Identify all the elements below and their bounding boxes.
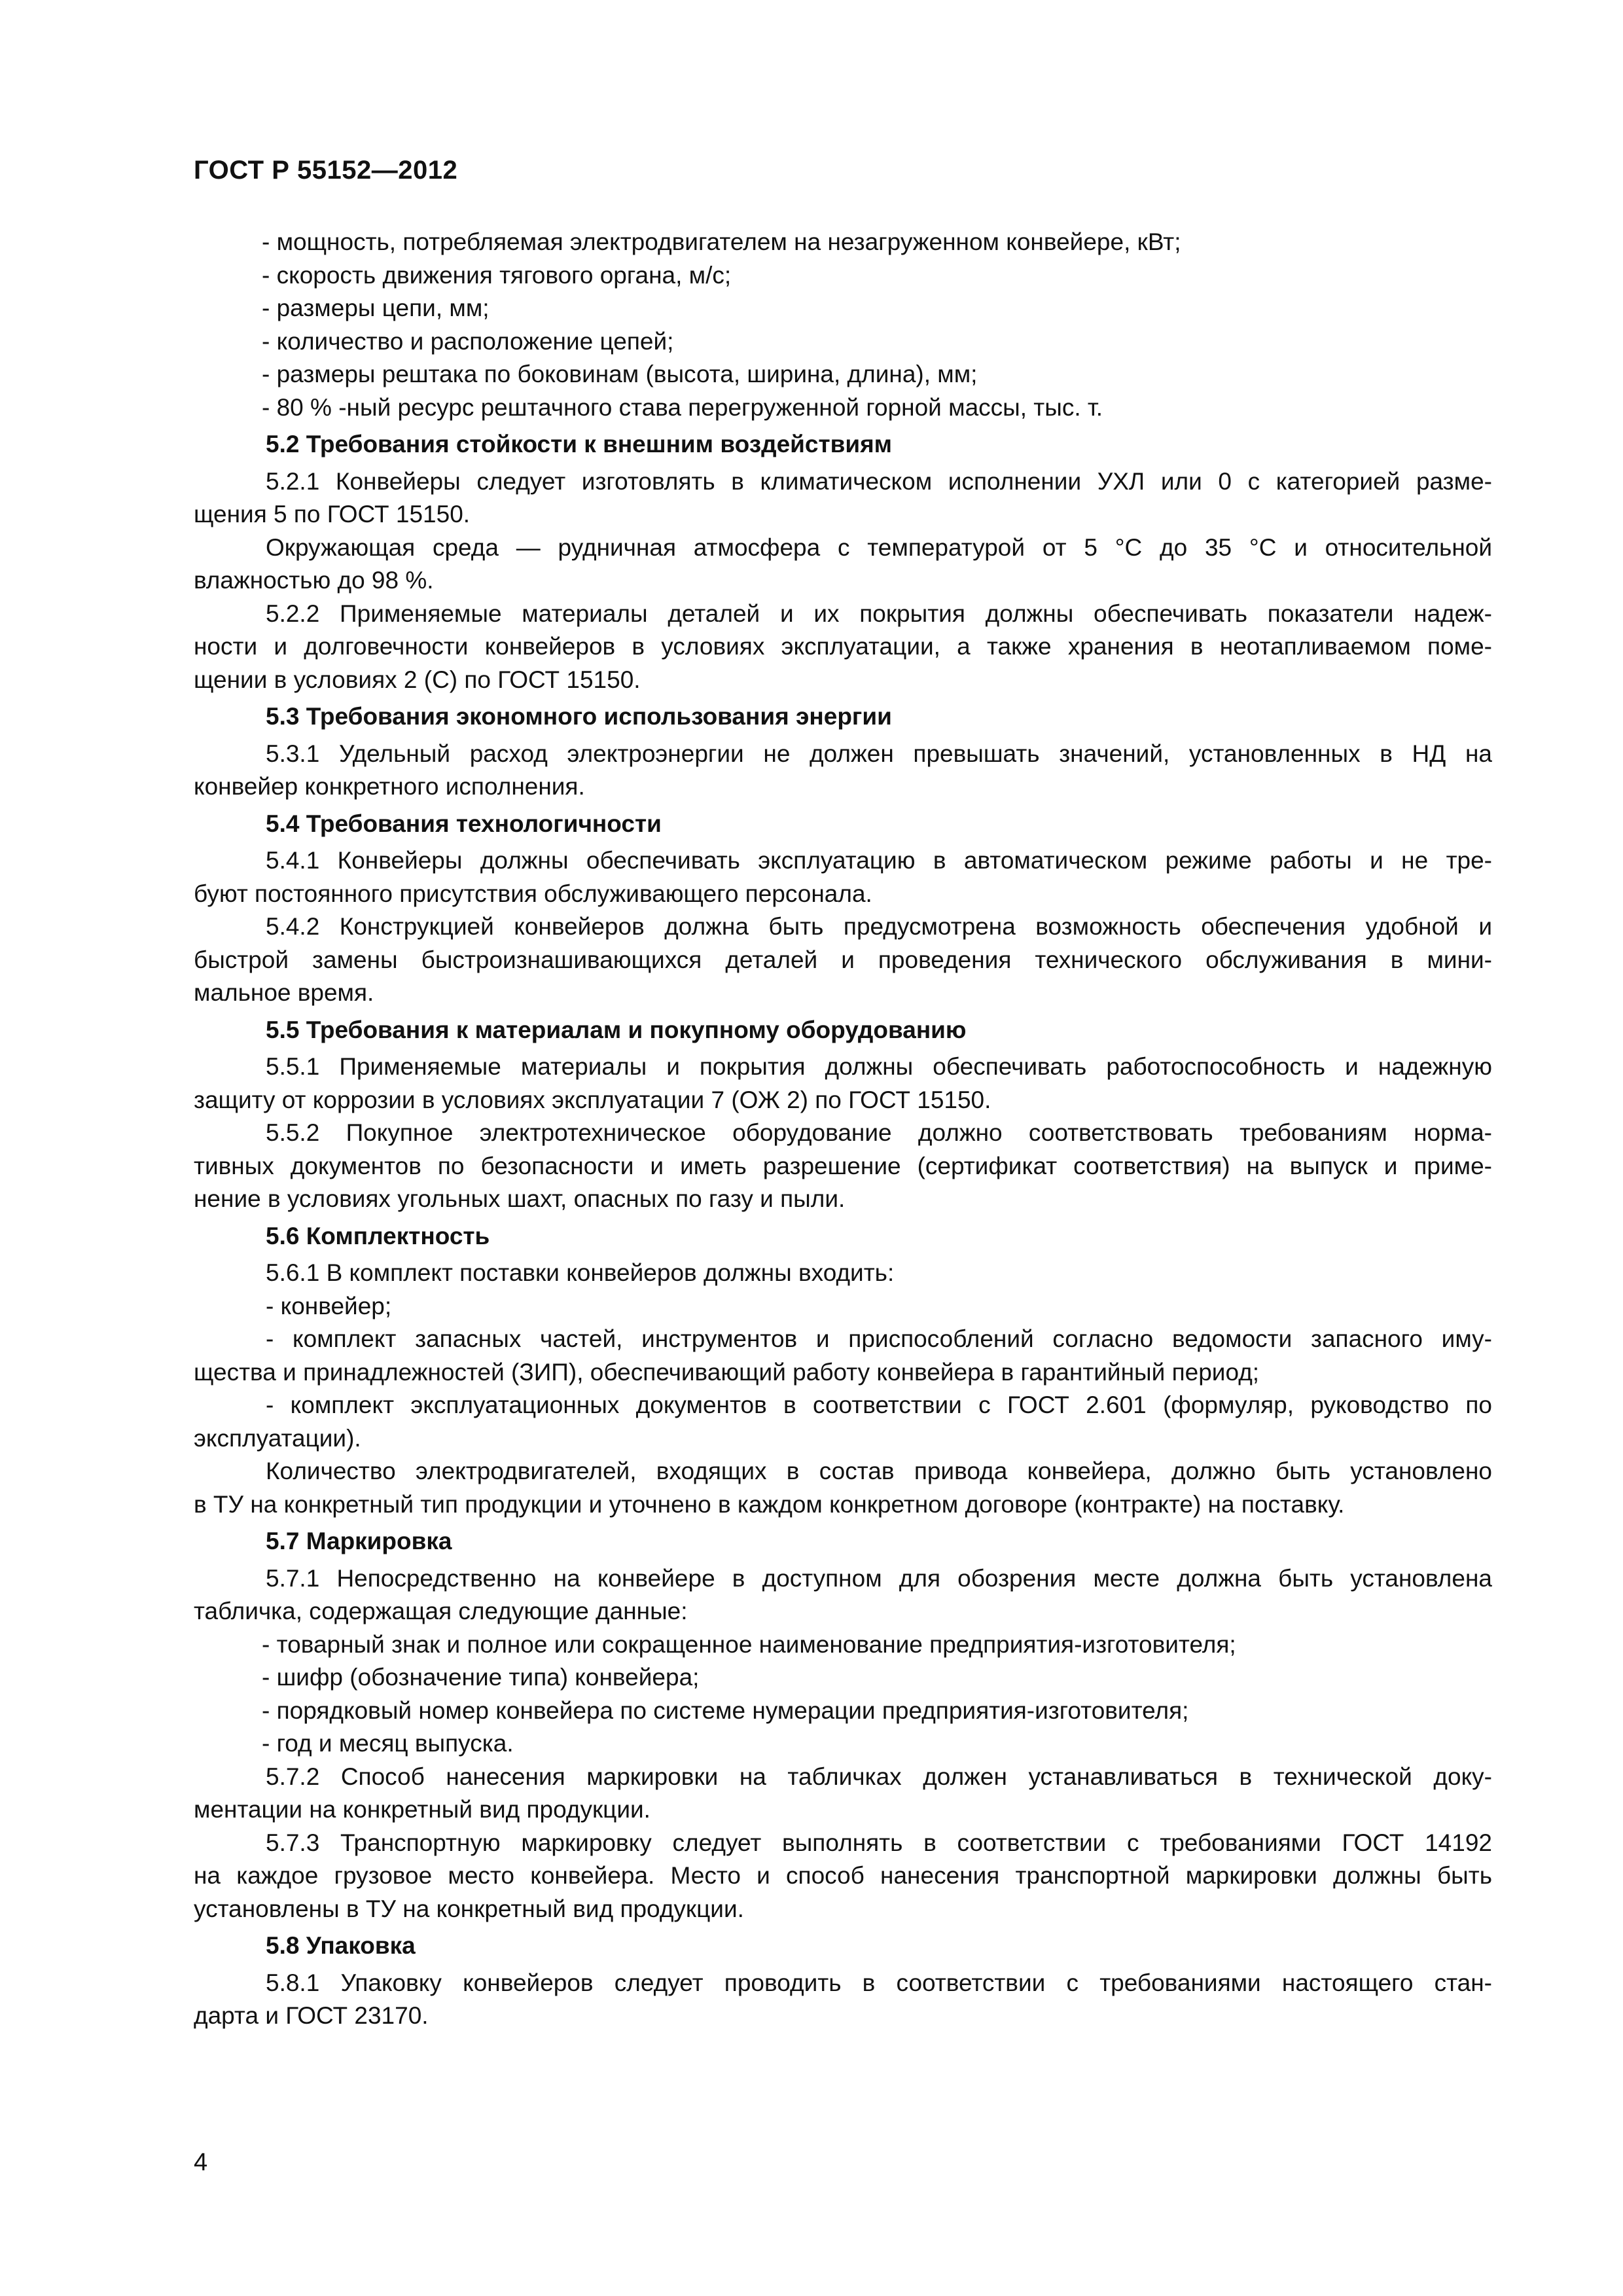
text-line: щении в условиях 2 (С) по ГОСТ 15150. (194, 666, 641, 693)
document-header: ГОСТ Р 55152—2012 (194, 156, 458, 185)
text-line: - размеры рештака по боковинам (высота, ширина, длина), мм; (262, 361, 978, 387)
text-line: на каждое грузовое место конвейера. Место и способ нанесения транспортной маркировки должны быть (194, 1862, 1492, 1889)
text-line: - размеры цепи, мм; (262, 295, 490, 321)
text-line: - конвейер; (266, 1292, 392, 1319)
text-line: буют постоянного присутствия обслуживающего персонала. (194, 880, 872, 907)
text-line: влажностью до 98 %. (194, 567, 434, 594)
text-line: 5.3.1 Удельный расход электроэнергии не должен превышать значений, установленных в НД на (266, 740, 1492, 767)
text-line: - комплект эксплуатационных документов в соответствии с ГОСТ 2.601 (формуляр, руководство по (266, 1391, 1492, 1418)
text-line: установлены в ТУ на конкретный вид продукции. (194, 1895, 744, 1922)
text-line: Окружающая среда — рудничная атмосфера с температурой от 5 °С до 35 °С и относительной (266, 533, 1492, 561)
text-line: - комплект запасных частей, инструментов и приспособлений согласно ведомости запасного иму- (266, 1325, 1492, 1352)
document-body (194, 226, 1492, 2033)
text-line: 5.8.1 Упаковку конвейеров следует проводить в соответствии с требованиями настоящего стан- (266, 1969, 1492, 1996)
text-line: - мощность, потребляемая электродвигателем на незагруженном конвейере, кВт; (262, 228, 1181, 255)
text-line: защиту от коррозии в условиях эксплуатации 7 (ОЖ 2) по ГОСТ 15150. (194, 1086, 991, 1113)
text-line: 5.5.2 Покупное электротехническое оборудование должно соответствовать требованиям норма- (266, 1119, 1492, 1146)
text-line: мальное время. (194, 979, 374, 1006)
section-heading: 5.3 Требования экономного использования энергии (266, 703, 892, 730)
text-line: эксплуатации). (194, 1424, 361, 1452)
text-line: быстрой замены быстроизнашивающихся деталей и проведения технического обслуживания в мини- (194, 946, 1492, 973)
text-line: 5.4.2 Конструкцией конвейеров должна быть предусмотрена возможность обеспечения удобной и (266, 913, 1492, 940)
text-line: - количество и расположение цепей; (262, 327, 674, 355)
section-heading: 5.2 Требования стойкости к внешним воздействиям (266, 431, 893, 457)
page-number: 4 (194, 2149, 208, 2176)
text-line: - год и месяц выпуска. (262, 1730, 514, 1757)
text-line: нение в условиях угольных шахт, опасных по газу и пыли. (194, 1185, 846, 1212)
text-line: ности и долговечности конвейеров в условиях эксплуатации, а также хранения в неотапливаемом поме- (194, 633, 1492, 660)
section-heading: 5.5 Требования к материалам и покупному оборудованию (266, 1016, 967, 1043)
text-line: щества и принадлежностей (ЗИП), обеспечивающий работу конвейера в гарантийный период; (194, 1358, 1260, 1386)
section-heading: 5.8 Упаковка (266, 1932, 416, 1959)
text-line: ментации на конкретный вид продукции. (194, 1796, 651, 1823)
text-line: - скорость движения тягового органа, м/с; (262, 261, 732, 289)
text-line: - порядковый номер конвейера по системе нумерации предприятия-изготовителя; (262, 1696, 1189, 1724)
text-line: дарта и ГОСТ 23170. (194, 2002, 429, 2029)
text-line: - 80 % -ный ресурс рештачного става перегруженной горной массы, тыс. т. (262, 393, 1103, 421)
text-line: 5.7.1 Непосредственно на конвейере в доступном для обозрения месте должна быть установлена (266, 1564, 1492, 1592)
text-line: 5.4.1 Конвейеры должны обеспечивать эксплуатацию в автоматическом режиме работы и не тре- (266, 847, 1492, 874)
section-heading: 5.4 Требования технологичности (266, 810, 662, 837)
text-line: тивных документов по безопасности и иметь разрешение (сертификат соответствия) на выпуск и приме- (194, 1152, 1492, 1179)
text-line: конвейер конкретного исполнения. (194, 773, 585, 800)
text-line: табличка, содержащая следующие данные: (194, 1598, 688, 1624)
text-line: 5.5.1 Применяемые материалы и покрытия должны обеспечивать работоспособность и надежную (266, 1053, 1492, 1080)
text-line: - шифр (обозначение типа) конвейера; (262, 1664, 700, 1691)
section-heading: 5.6 Комплектность (266, 1222, 490, 1249)
text-line: 5.2.2 Применяемые материалы деталей и их покрытия должны обеспечивать показатели надеж- (266, 600, 1492, 627)
text-line: Количество электродвигателей, входящих в состав привода конвейера, должно быть установлено (266, 1458, 1492, 1484)
text-line: 5.7.2 Способ нанесения маркировки на табличках должен устанавливаться в технической доку- (266, 1763, 1492, 1790)
text-line: щения 5 по ГОСТ 15150. (194, 501, 471, 528)
text-line: 5.7.3 Транспортную маркировку следует выполнять в соответствии с требованиями ГОСТ 14192 (266, 1829, 1492, 1856)
text-line: в ТУ на конкретный тип продукции и уточнено в каждом конкретном договоре (контракте) на поставку. (194, 1490, 1345, 1518)
section-heading: 5.7 Маркировка (266, 1528, 452, 1554)
text-line: 5.6.1 В комплект поставки конвейеров должны входить: (266, 1259, 895, 1286)
text-line: - товарный знак и полное или сокращенное наименование предприятия-изготовителя; (262, 1630, 1236, 1658)
text-line: 5.2.1 Конвейеры следует изготовлять в климатическом исполнении УХЛ или 0 с категорией разме- (266, 467, 1492, 495)
